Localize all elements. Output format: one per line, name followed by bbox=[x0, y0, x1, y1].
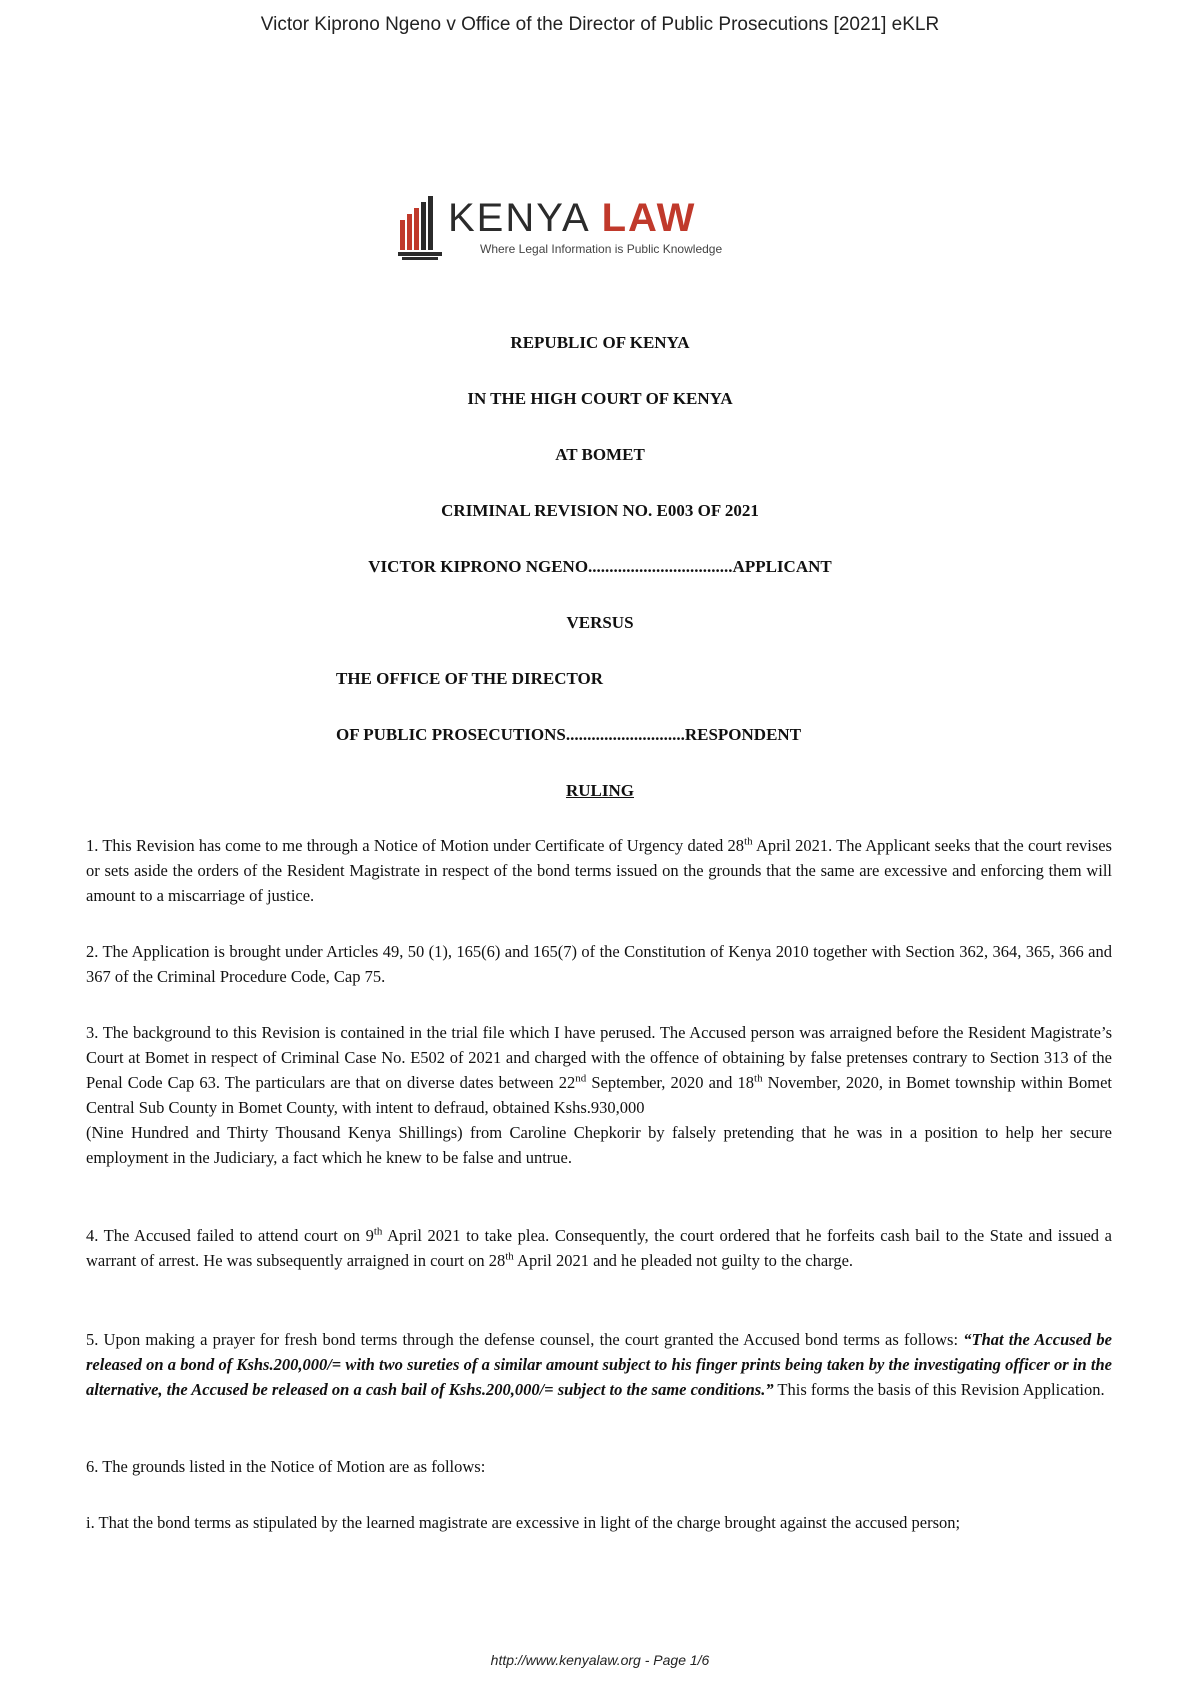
paragraph-3: 3. The background to this Revision is contained in the trial file which I have perused. The Accused person was arraigned before the Resident Magistrate’s Court at Bomet in respect of Criminal Case No. E502 of 2021 and charged with the offence of obtaining by false pretenses contrary to Section 313 of the Penal Code Cap 63. The particulars are that on diverse dates between 22nd September, 2020 and 18th November, 2020, in Bomet township within Bomet Central Sub County in Bomet County, with intent to defraud, obtained Kshs.930,000 (Nine Hundred and Thirty Thousand Kenya Shillings) from Caroline Chepkorir by falsely pretending that he was in a position to help her secure employment in the Judiciary, a fact which he knew to be false and untrue. bbox=[86, 1023, 1112, 1167]
logo-word-kenya: KENYA bbox=[448, 196, 589, 240]
paragraph-1: 1. This Revision has come to me through a Notice of Motion under Certificate of Urgency dated 28th April 2021. The Applicant seeks that the court revises or sets aside the orders of the Resident Magistrate in respect of the bond terms issued on the grounds that the same are excessive and enforcing them will amount to a miscarriage of justice. bbox=[86, 835, 1112, 905]
kenya-law-logo bbox=[398, 196, 738, 264]
logo-wordmark bbox=[448, 196, 696, 240]
versus-line: VERSUS bbox=[566, 613, 634, 632]
paragraph-2: 2. The Application is brought under Articles 49, 50 (1), 165(6) and 165(7) of the Constitution of Kenya 2010 together with Section 362, 364, 365, 366 and 367 of the Criminal Procedure Code, Cap 75. bbox=[86, 942, 1112, 986]
running-header-title: Victor Kiprono Ngeno v Office of the Director of Public Prosecutions [2021] eKLR bbox=[260, 14, 940, 35]
page-footer: http://www.kenyalaw.org - Page 1/6 bbox=[490, 1652, 710, 1668]
paragraph-6: 6. The grounds listed in the Notice of Motion are as follows: bbox=[86, 1457, 486, 1476]
case-number-heading: CRIMINAL REVISION NO. E003 OF 2021 bbox=[441, 501, 759, 520]
republic-heading: REPUBLIC OF KENYA bbox=[510, 333, 690, 352]
ground-i: i. That the bond terms as stipulated by the learned magistrate are excessive in light of the charge brought against the accused person; bbox=[86, 1513, 961, 1532]
ruling-title: RULING bbox=[565, 781, 634, 800]
station-heading: AT BOMET bbox=[555, 445, 645, 464]
court-heading: IN THE HIGH COURT OF KENYA bbox=[467, 389, 733, 408]
logo-tagline: Where Legal Information is Public Knowledge bbox=[480, 242, 723, 256]
respondent-line-2: OF PUBLIC PROSECUTIONS............................RESPONDENT bbox=[336, 725, 802, 744]
paragraph-4: 4. The Accused failed to attend court on 9th April 2021 to take plea. Consequently, the court ordered that he forfeits cash bail to the State and issued a warrant of arrest. He was subsequently arraigned in court on 28th April 2021 and he pleaded not guilty to the charge. bbox=[86, 1225, 1112, 1270]
respondent-line-1: THE OFFICE OF THE DIRECTOR bbox=[336, 669, 604, 688]
applicant-line: VICTOR KIPRONO NGENO..................................APPLICANT bbox=[368, 557, 832, 576]
bond-terms-quote: “That the Accused be released on a bond of Kshs.200,000/= with two sureties of a similar amount subject to his finger prints being taken by the investigating officer or in the alternative, the Accused be released on a cash bail of Kshs.200,000/= subject to the same conditions.” bbox=[86, 1330, 1113, 1399]
paragraph-5: 5. Upon making a prayer for fresh bond terms through the defense counsel, the court granted the Accused bond terms as follows: “That the Accused be released on a bond of Kshs.200,000/= with two sureties of a similar amount subject to his finger prints being taken by the investigating officer or in the alternative, the Accused be released on a cash bail of Kshs.200,000/= subject to the same conditions.” This forms the basis of this Revision Application. bbox=[86, 1330, 1113, 1399]
logo-word-law: LAW bbox=[601, 196, 697, 240]
kenya-law-logo-mark-icon bbox=[398, 196, 446, 262]
